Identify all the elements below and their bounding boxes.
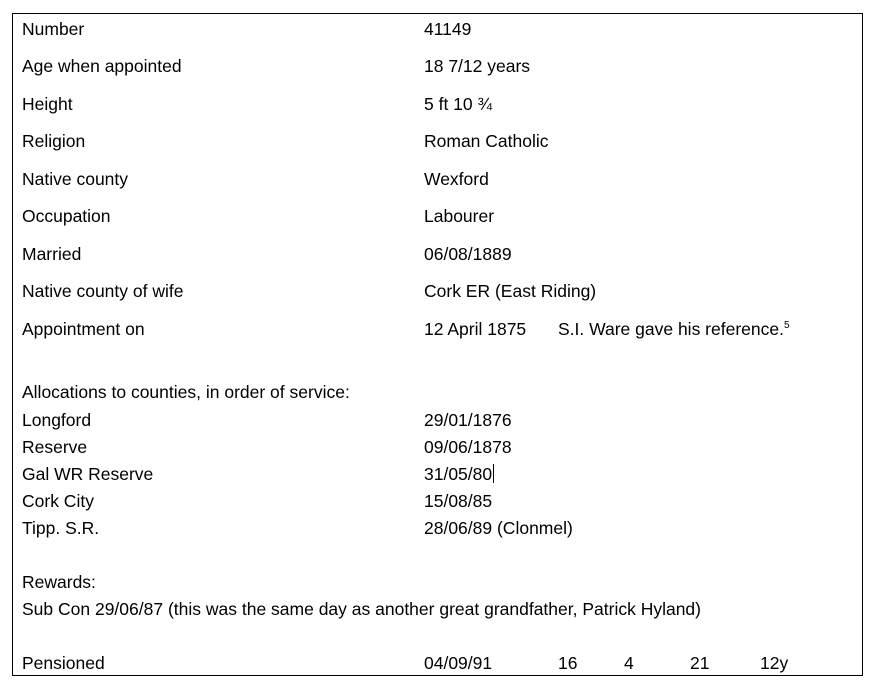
allocations-heading: Allocations to counties, in order of service: <box>22 382 350 402</box>
allocation-date: 15/08/85 <box>424 491 493 511</box>
field-label-age: Age when appointed <box>22 56 182 76</box>
field-label-married: Married <box>22 244 82 264</box>
field-value-appointment: 12 April 1875 <box>424 319 527 339</box>
pension-date: 04/09/91 <box>424 653 493 673</box>
allocation-county: Reserve <box>22 437 88 457</box>
field-value-height: 5 ft 10 ¾ <box>424 94 493 114</box>
appointment-note <box>558 319 790 339</box>
allocation-date-with-cursor <box>424 464 494 484</box>
field-value-number: 41149 <box>424 19 472 39</box>
allocation-county: Tipp. S.R. <box>22 518 100 538</box>
allocation-county: Gal WR Reserve <box>22 464 154 484</box>
allocation-date: 29/01/1876 <box>424 410 512 430</box>
field-label-number: Number <box>22 19 85 39</box>
allocation-date: 09/06/1878 <box>424 437 512 457</box>
field-value-native-county: Wexford <box>424 169 489 189</box>
field-value-occupation: Labourer <box>424 206 495 226</box>
field-value-age: 18 7/12 years <box>424 56 531 76</box>
field-value-native-county-wife: Cork ER (East Riding) <box>424 281 597 301</box>
pension-col-2: 4 <box>624 653 634 673</box>
pension-col-4: 12y <box>760 653 789 673</box>
field-label-native-county-wife: Native county of wife <box>22 281 184 301</box>
allocation-date: 31/05/80 <box>424 464 493 484</box>
field-value-religion: Roman Catholic <box>424 131 549 151</box>
text-cursor <box>493 464 494 483</box>
footnote-marker: 5 <box>783 320 790 331</box>
field-label-appointment: Appointment on <box>22 319 145 339</box>
rewards-text: Sub Con 29/06/87 (this was the same day as another great grandfather, Patrick Hyland) <box>22 599 701 619</box>
pension-col-1: 16 <box>558 653 578 673</box>
pension-label: Pensioned <box>22 653 105 673</box>
allocation-county: Cork City <box>22 491 94 511</box>
field-label-height: Height <box>22 94 73 114</box>
pension-col-3: 21 <box>690 653 710 673</box>
field-value-married: 06/08/1889 <box>424 244 512 264</box>
allocation-county: Longford <box>22 410 92 430</box>
field-label-occupation: Occupation <box>22 206 111 226</box>
rewards-heading: Rewards: <box>22 572 96 592</box>
field-label-religion: Religion <box>22 131 86 151</box>
appointment-note-text: S.I. Ware gave his reference. <box>558 319 784 339</box>
allocation-date: 28/06/89 (Clonmel) <box>424 518 573 538</box>
field-label-native-county: Native county <box>22 169 129 189</box>
